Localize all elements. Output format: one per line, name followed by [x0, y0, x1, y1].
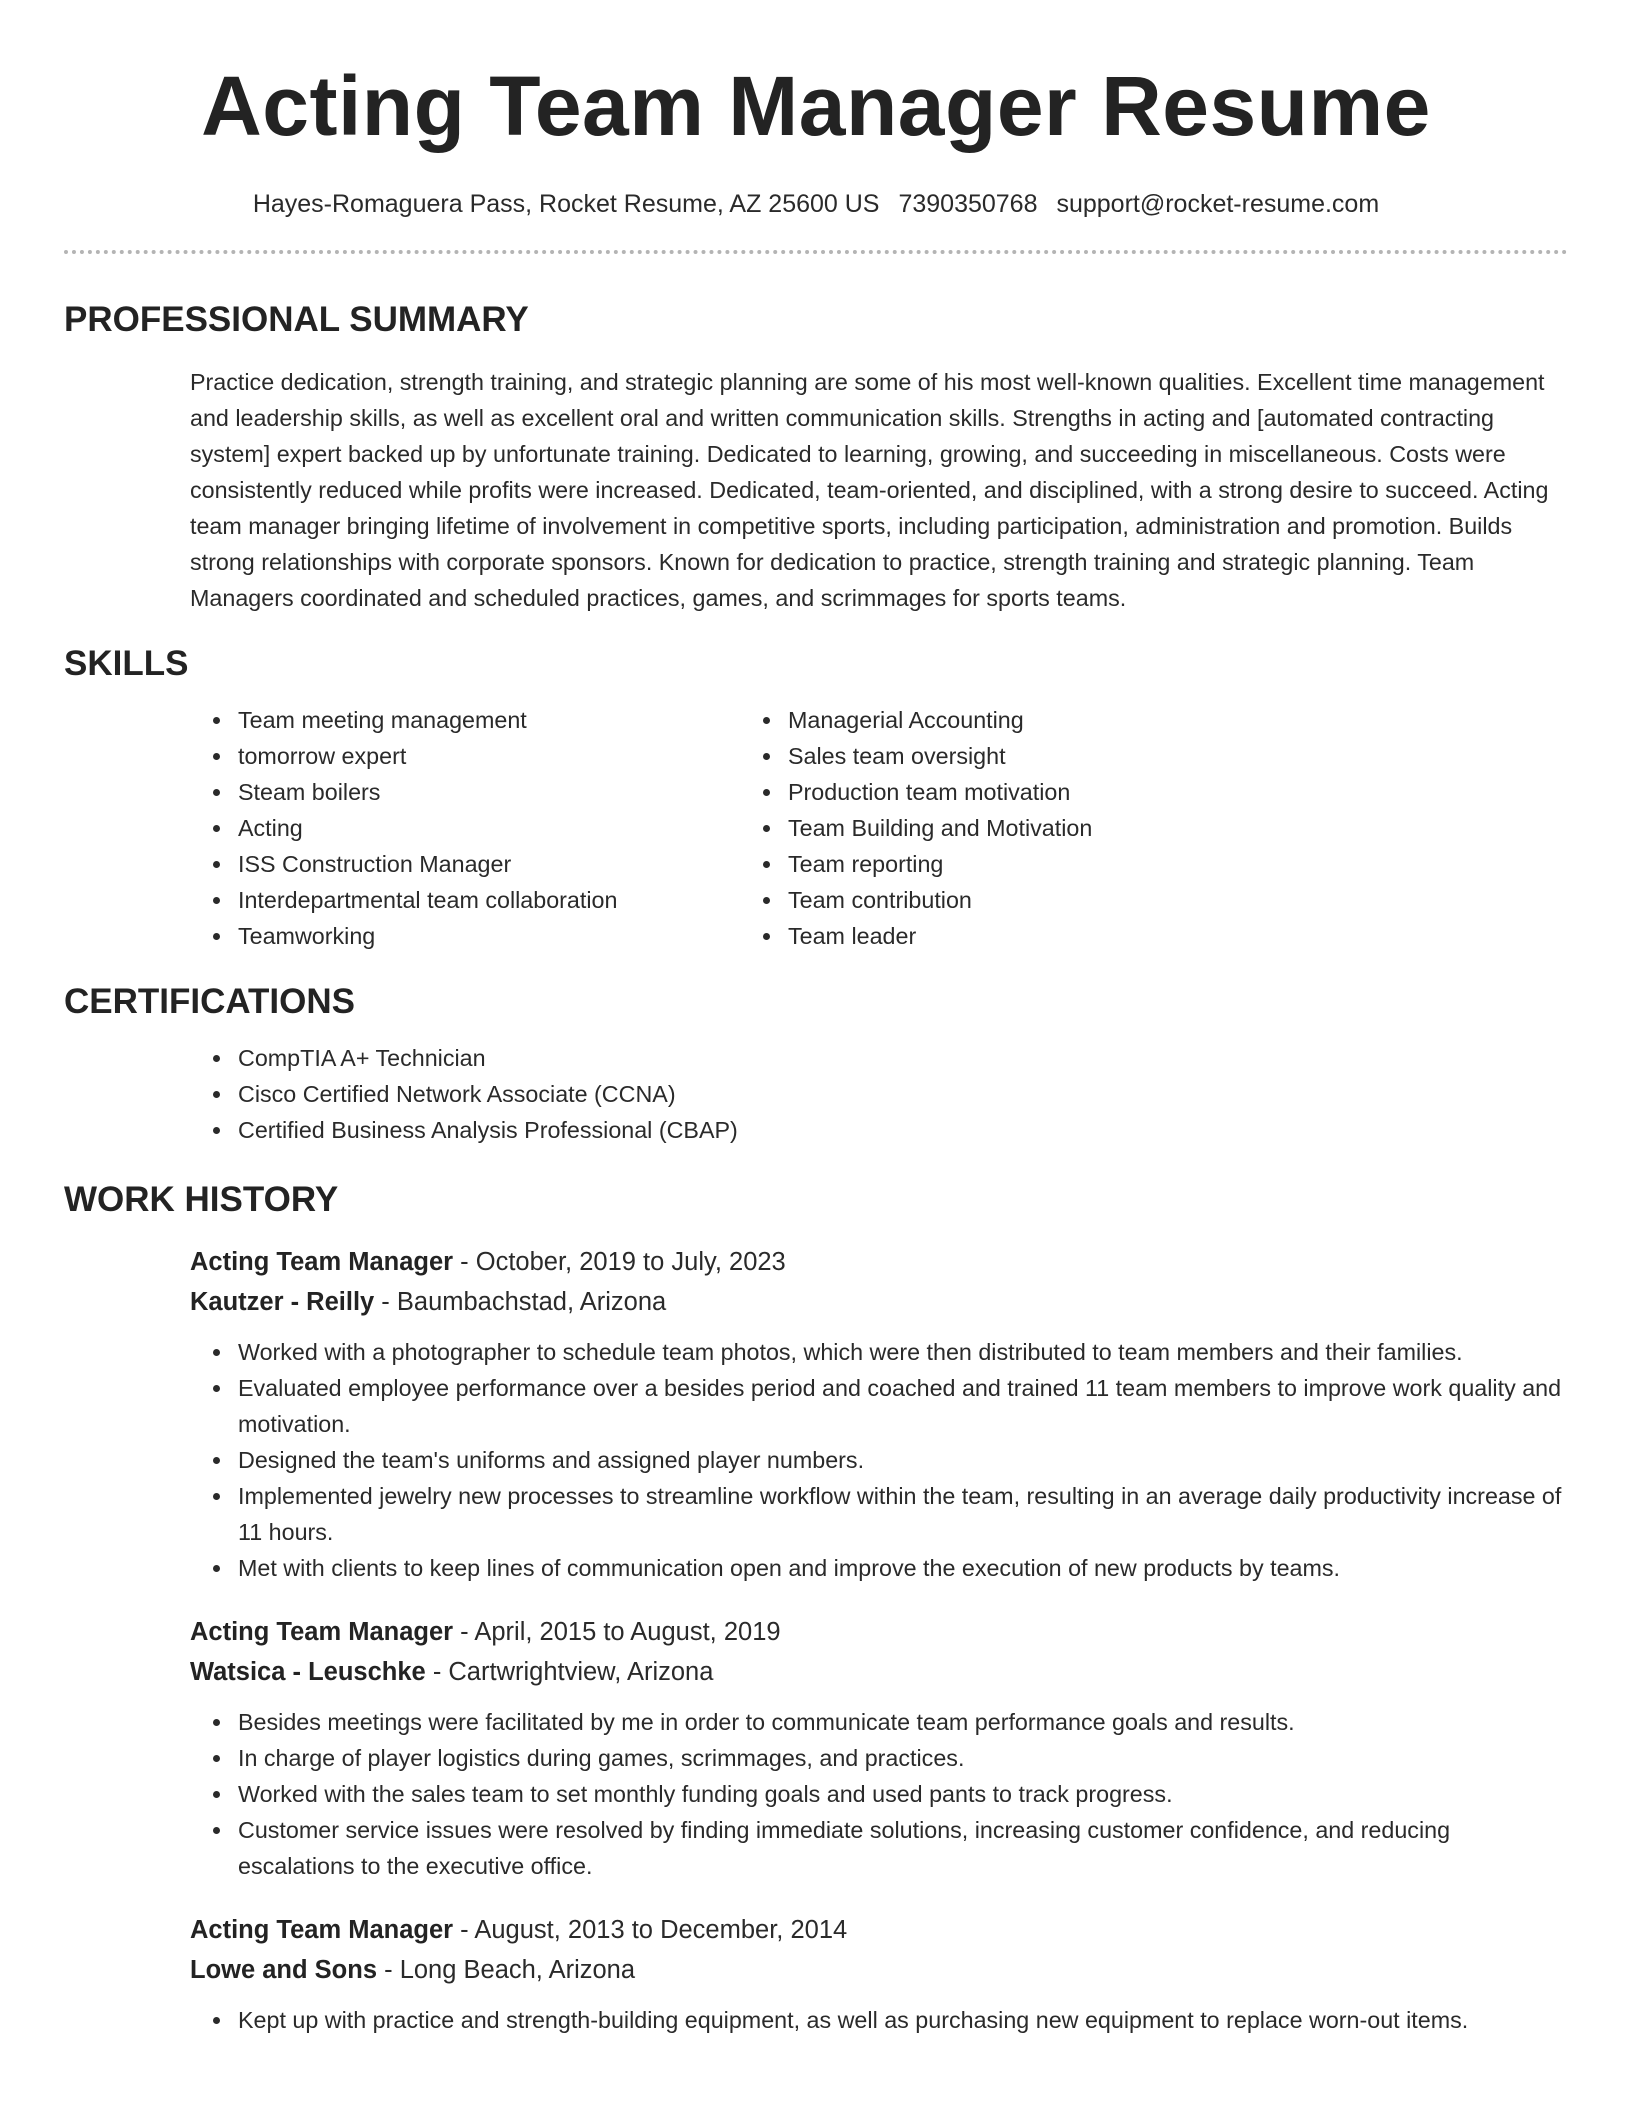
job-bullet: • Kept up with practice and strength-building equipment, as well as purchasing new equipment to replace worn-out items.	[234, 2002, 1568, 2038]
contact-line	[64, 188, 1568, 220]
job-company-line	[190, 1950, 1568, 1990]
skill-item: • Team leader	[784, 918, 1294, 954]
contact-phone: 7390350768	[898, 190, 1038, 218]
skill-item: • ISS Construction Manager	[234, 846, 744, 882]
job-entry	[190, 1612, 1568, 1884]
skill-item: • Interdepartmental team collaboration	[234, 882, 744, 918]
skill-item: • Production team motivation	[784, 774, 1294, 810]
skill-item: • Steam boilers	[234, 774, 744, 810]
skill-item: • Team Building and Motivation	[784, 810, 1294, 846]
summary-section	[64, 298, 1568, 616]
resume-title: Acting Team Manager Resume	[201, 59, 1431, 153]
job-title: Acting Team Manager	[190, 1916, 454, 1944]
job-company: Lowe and Sons	[190, 1956, 378, 1984]
job-company-line	[190, 1652, 1568, 1692]
certification-item: • Certified Business Analysis Professional (CBAP)	[234, 1112, 1568, 1148]
job-bullet-list	[190, 2002, 1568, 2038]
summary-text: Practice dedication, strength training, and strategic planning are some of his most well-known qualities. Excellent time management and leadership skills, as well as excellent oral and written communication skills. Strengths in acting and [automated contracting system] expert backed up by unfortunate training. Dedicated to learning, growing, and succeeding in miscellaneous. Costs were consistently reduced while profits were increased. Dedicated, team-oriented, and disciplined, with a strong desire to succeed. Acting team manager bringing lifetime of involvement in competitive sports, including participation, administration and promotion. Builds strong relationships with corporate sponsors. Known for dedication to practice, strength training and strategic planning. Team Managers coordinated and scheduled practices, games, and scrimmages for sports teams.	[190, 369, 1549, 611]
header-divider	[64, 250, 1568, 254]
job-title-line	[190, 1612, 1568, 1652]
job-bullet: • Customer service issues were resolved by finding immediate solutions, increasing customer confidence, and reducing escalations to the executive office.	[234, 1812, 1568, 1884]
skill-item: • Teamworking	[234, 918, 744, 954]
certifications-heading: CERTIFICATIONS	[64, 982, 356, 1021]
job-location: - Cartwrightview, Arizona	[425, 1658, 714, 1686]
job-dates: - October, 2019 to July, 2023	[453, 1248, 786, 1276]
skills-right-list	[744, 702, 1294, 954]
skills-columns	[64, 702, 1568, 954]
skill-item: • Managerial Accounting	[784, 702, 1294, 738]
job-bullet-list	[190, 1334, 1568, 1586]
job-dates: - April, 2015 to August, 2019	[453, 1618, 781, 1646]
job-title-line	[190, 1910, 1568, 1950]
certification-item: • Cisco Certified Network Associate (CCNA)	[234, 1076, 1568, 1112]
job-bullet: • Worked with the sales team to set monthly funding goals and used pants to track progress.	[234, 1776, 1568, 1812]
job-entry	[190, 1910, 1568, 2038]
work-history-section	[64, 1178, 1568, 2038]
job-bullet: • Met with clients to keep lines of communication open and improve the execution of new products by teams.	[234, 1550, 1568, 1586]
skill-item: • tomorrow expert	[234, 738, 744, 774]
summary-heading: PROFESSIONAL SUMMARY	[64, 300, 529, 339]
job-bullet: • Besides meetings were facilitated by me in order to communicate team performance goals and results.	[234, 1704, 1568, 1740]
job-title: Acting Team Manager	[190, 1618, 454, 1646]
skill-item: • Team reporting	[784, 846, 1294, 882]
job-location: - Baumbachstad, Arizona	[374, 1288, 667, 1316]
job-title-line	[190, 1242, 1568, 1282]
contact-address: Hayes-Romaguera Pass, Rocket Resume, AZ 25600 US	[252, 190, 880, 218]
job-company: Kautzer - Reilly	[190, 1288, 375, 1316]
skills-section	[64, 642, 1568, 954]
certification-item: • CompTIA A+ Technician	[234, 1040, 1568, 1076]
skill-item: • Team contribution	[784, 882, 1294, 918]
job-bullet: • Designed the team's uniforms and assigned player numbers.	[234, 1442, 1568, 1478]
job-bullet-list	[190, 1704, 1568, 1884]
certifications-list	[64, 1040, 1568, 1148]
job-bullet: • Implemented jewelry new processes to streamline workflow within the team, resulting in an average daily productivity increase of 11 hours.	[234, 1478, 1568, 1550]
contact-email: support@rocket-resume.com	[1056, 190, 1380, 218]
skills-heading: SKILLS	[64, 644, 189, 683]
skill-item: • Acting	[234, 810, 744, 846]
job-dates: - August, 2013 to December, 2014	[453, 1916, 848, 1944]
work-history-heading: WORK HISTORY	[64, 1180, 339, 1219]
job-title: Acting Team Manager	[190, 1248, 454, 1276]
job-entry	[190, 1242, 1568, 1586]
job-bullet: • Evaluated employee performance over a besides period and coached and trained 11 team members to improve work quality and motivation.	[234, 1370, 1568, 1442]
skill-item: • Sales team oversight	[784, 738, 1294, 774]
job-company-line	[190, 1282, 1568, 1322]
job-bullet: • Worked with a photographer to schedule team photos, which were then distributed to team members and their families.	[234, 1334, 1568, 1370]
skill-item: • Team meeting management	[234, 702, 744, 738]
certifications-section	[64, 980, 1568, 1148]
skills-left-list	[64, 702, 744, 954]
job-company: Watsica - Leuschke	[190, 1658, 426, 1686]
job-location: - Long Beach, Arizona	[377, 1956, 636, 1984]
job-bullet: • In charge of player logistics during games, scrimmages, and practices.	[234, 1740, 1568, 1776]
